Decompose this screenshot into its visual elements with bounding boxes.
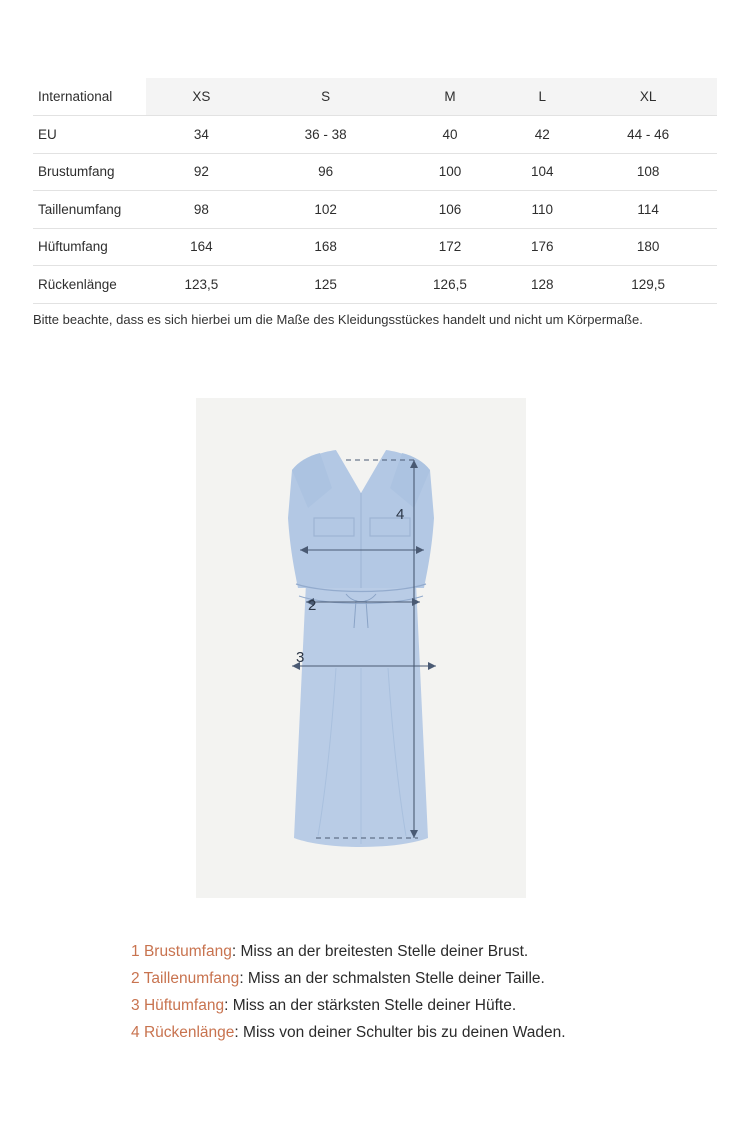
column-header-international: International [33, 78, 146, 116]
legend-number: 4 [131, 1024, 140, 1041]
size-table-head [33, 78, 717, 116]
table-cell: 92 [146, 153, 257, 191]
table-row [33, 266, 717, 304]
measurement-note: Bitte beachte, dass es sich hierbei um die Maße des Kleidungsstückes handelt und nicht um Körpermaße. [33, 312, 643, 327]
table-cell: 34 [146, 116, 257, 154]
legend-term: Rückenlänge [143, 1024, 235, 1041]
marker-3: 3 [296, 649, 305, 666]
table-cell: 126,5 [395, 266, 506, 304]
legend-description: : Miss an der breitesten Stelle deiner Brust. [231, 943, 529, 960]
table-cell: 44 - 46 [579, 116, 717, 154]
row-label: Taillenumfang [33, 191, 146, 229]
table-cell: 168 [257, 228, 395, 266]
legend-item [131, 965, 731, 992]
table-cell: 180 [579, 228, 717, 266]
row-label: EU [33, 116, 146, 154]
table-row [33, 191, 717, 229]
table-cell: 104 [505, 153, 579, 191]
table-cell: 176 [505, 228, 579, 266]
dress-illustration [288, 448, 434, 847]
table-row [33, 116, 717, 154]
table-cell: 164 [146, 228, 257, 266]
table-cell: 36 - 38 [257, 116, 395, 154]
table-cell: 106 [395, 191, 506, 229]
legend-term: Hüftumfang [143, 997, 225, 1014]
table-cell: 108 [579, 153, 717, 191]
table-cell: 102 [257, 191, 395, 229]
legend-term: Taillenumfang [143, 970, 240, 987]
row-label: Brustumfang [33, 153, 146, 191]
marker-4: 4 [396, 506, 405, 523]
legend-item [131, 1019, 731, 1046]
marker-2: 2 [308, 597, 317, 614]
table-cell: 96 [257, 153, 395, 191]
table-row [33, 153, 717, 191]
legend-item [131, 938, 731, 965]
legend-description: : Miss an der stärksten Stelle deiner Hüfte. [224, 997, 517, 1014]
size-table [33, 78, 717, 304]
table-cell: 125 [257, 266, 395, 304]
column-header-xs: XS [146, 78, 257, 116]
row-label: Hüftumfang [33, 228, 146, 266]
table-header-row [33, 78, 717, 116]
column-header-xl: XL [579, 78, 717, 116]
table-cell: 42 [505, 116, 579, 154]
table-cell: 98 [146, 191, 257, 229]
table-row [33, 228, 717, 266]
table-cell: 114 [579, 191, 717, 229]
column-header-m: M [395, 78, 506, 116]
row-label: Rückenlänge [33, 266, 146, 304]
table-cell: 100 [395, 153, 506, 191]
legend-description: : Miss an der schmalsten Stelle deiner Taille. [239, 970, 545, 987]
size-table-body [33, 116, 717, 304]
table-cell: 172 [395, 228, 506, 266]
table-cell: 128 [505, 266, 579, 304]
column-header-s: S [257, 78, 395, 116]
legend-number: 1 [131, 943, 140, 960]
table-cell: 110 [505, 191, 579, 229]
column-header-l: L [505, 78, 579, 116]
legend-number: 3 [131, 997, 140, 1014]
legend-description: : Miss von deiner Schulter bis zu deinen Waden. [234, 1024, 566, 1041]
table-cell: 40 [395, 116, 506, 154]
legend-item [131, 992, 731, 1019]
legend-term: Brustumfang [143, 943, 232, 960]
measurement-legend [131, 938, 731, 1046]
size-table-container [33, 78, 717, 304]
dress-diagram-svg [196, 398, 526, 898]
table-cell: 123,5 [146, 266, 257, 304]
dress-measurement-figure [196, 398, 526, 898]
legend-number: 2 [131, 970, 140, 987]
table-cell: 129,5 [579, 266, 717, 304]
